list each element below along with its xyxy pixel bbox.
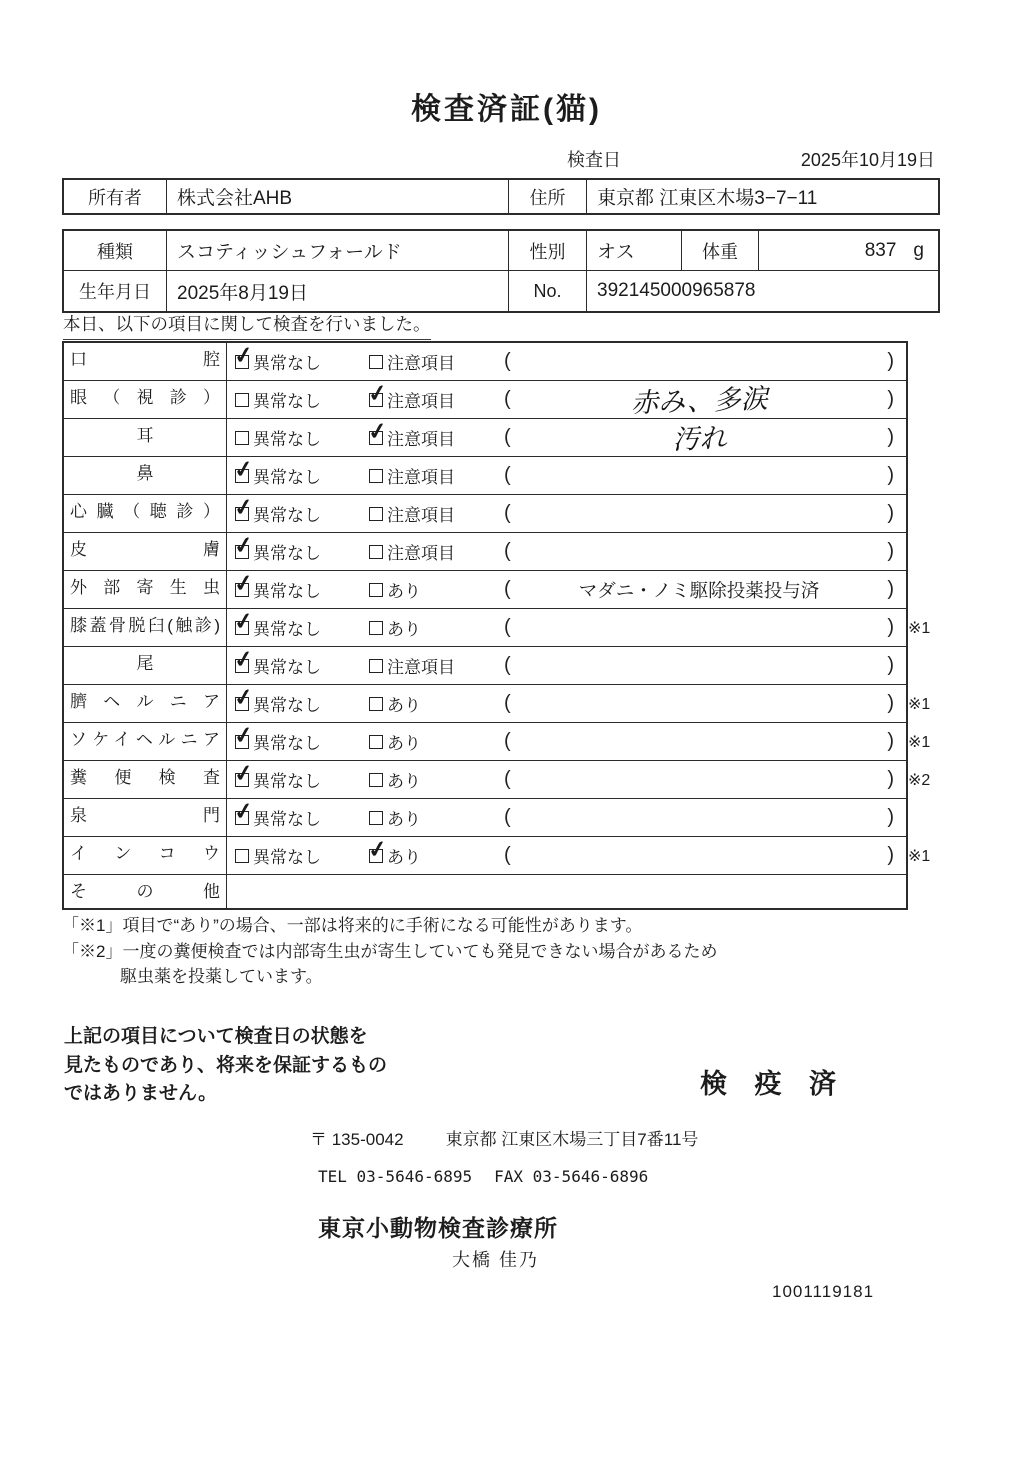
paren-close: ): [887, 654, 894, 676]
remarks-field: [504, 806, 906, 829]
footnote-2-continued: 駆虫薬を投薬しています。: [120, 967, 323, 986]
checkbox-icon: [232, 568, 255, 597]
disclaimer: 上記の項目について検査日の状態を 見たものであり、将来を保証するもの ではありません。: [64, 1026, 388, 1104]
exam-item-label: ソケイヘルニア: [64, 723, 227, 760]
exam-item-label: その他: [64, 875, 227, 908]
checkbox-icon: [369, 659, 383, 673]
exam-item-label: 糞便検査: [64, 761, 227, 798]
paren-close: ): [887, 350, 894, 372]
option-present: あり: [369, 615, 504, 640]
check-mark-icon: ✓: [232, 492, 255, 521]
exam-item-label: 皮膚: [64, 533, 227, 570]
sex-value: オス: [587, 231, 682, 270]
birth-value: 2025年8月19日: [167, 271, 509, 311]
paren-open: (: [504, 692, 511, 714]
footnote-mark: ※1: [908, 847, 931, 865]
remarks-field: [504, 540, 906, 563]
exam-row-inguinal-hernia: [64, 720, 931, 761]
remarks-field: [504, 654, 906, 677]
check-mark-icon: ✓: [232, 568, 255, 597]
owner-value: 株式会社AHB: [167, 180, 509, 213]
check-mark-icon: ✓: [232, 340, 255, 369]
paren-open: (: [504, 502, 511, 524]
option-caution: 注意項目: [369, 349, 504, 374]
exam-row-umbilical-hernia: [64, 682, 931, 723]
exam-item-label: インコウ: [64, 837, 227, 874]
clinic-name: 東京小動物検査診療所: [318, 1215, 558, 1241]
paren-close: ): [887, 388, 894, 410]
check-mark-icon: ✓: [232, 606, 255, 635]
option-no-abnormality: ✓ 異常なし: [232, 340, 321, 373]
checkbox-icon: [369, 545, 383, 559]
exam-item-label: 泉門: [64, 799, 227, 836]
option-no-abnormality: ✓ 異常なし: [232, 606, 321, 639]
check-mark-icon: ✓: [366, 416, 389, 445]
exam-item-label: 眼（視診）: [64, 381, 227, 418]
checkbox-icon: [369, 583, 383, 597]
option-no-abnormality: 異常なし: [235, 843, 369, 868]
footnote-mark: ※1: [908, 619, 931, 637]
remarks-field: [504, 692, 906, 715]
checkbox-icon: [369, 773, 383, 787]
remarks-field: [504, 502, 906, 525]
clinic-contact-line: [318, 1167, 648, 1186]
footnote-mark: ※1: [908, 733, 931, 751]
checkbox-icon: [232, 682, 255, 711]
option-present: あり: [369, 577, 504, 602]
weight-value-cell: [759, 231, 938, 270]
option-no-abnormality: ✓ 異常なし: [232, 796, 321, 829]
check-mark-icon: ✓: [232, 454, 255, 483]
remarks-text: 汚れ: [671, 423, 727, 456]
paren-close: ): [887, 692, 894, 714]
paren-close: ): [887, 616, 894, 638]
check-mark-icon: ✓: [232, 758, 255, 787]
option-present: あり: [369, 729, 504, 754]
checkbox-icon: [232, 454, 255, 483]
exam-row-ears: [64, 416, 906, 457]
clinic-address-line: [310, 1125, 698, 1150]
paren-open: (: [504, 540, 511, 562]
check-mark-icon: ✓: [366, 834, 389, 863]
remarks-field: [504, 464, 906, 487]
option-caution: 注意項目: [369, 539, 504, 564]
exam-item-label: 心臓（聴診）: [64, 495, 227, 532]
remarks-field: [504, 350, 906, 373]
remarks-field: [504, 730, 906, 753]
paren-close: ): [887, 540, 894, 562]
inspection-date-value: 2025年10月19日: [800, 150, 935, 170]
exam-row-nose: [64, 454, 906, 495]
animal-table: [62, 229, 940, 313]
remarks-field: [504, 844, 906, 867]
paren-close: ): [887, 844, 894, 866]
address-value: 東京都 江東区木場3−7−11: [597, 188, 818, 209]
veterinarian-name: 大橋 佳乃: [452, 1250, 540, 1270]
paren-close: ): [887, 768, 894, 790]
exam-item-label: 臍ヘルニア: [64, 685, 227, 722]
checkbox-icon: [232, 340, 255, 369]
exam-item-label: 耳: [64, 419, 227, 456]
option-present: あり: [369, 767, 504, 792]
paren-close: ): [887, 578, 894, 600]
check-mark-icon: ✓: [232, 720, 255, 749]
no-value: 392145000965878: [597, 280, 756, 301]
checkbox-icon: [235, 849, 249, 863]
check-mark-icon: ✓: [232, 796, 255, 825]
exam-row-skin: [64, 530, 906, 571]
footnote-2: 「※2」一度の糞便検査では内部寄生虫が寄生していても発見できない場合があるため: [62, 941, 718, 961]
page-title: 検査済証(猫): [411, 93, 602, 126]
checkbox-icon: [369, 697, 383, 711]
option-present: ✓ あり: [366, 834, 421, 867]
exam-item-label: 鼻: [64, 457, 227, 494]
option-no-abnormality: ✓ 異常なし: [232, 720, 321, 753]
checkbox-icon: [232, 530, 255, 559]
remarks-field: [504, 768, 906, 791]
exam-row-inkou: [64, 834, 931, 875]
weight-label: 体重: [682, 231, 759, 270]
breed-value: スコティッシュフォールド: [167, 231, 509, 270]
paren-close: ): [887, 464, 894, 486]
option-caution: ✓ 注意項目: [366, 378, 455, 411]
checkbox-icon: [232, 796, 255, 825]
check-mark-icon: ✓: [232, 682, 255, 711]
option-no-abnormality: ✓ 異常なし: [232, 530, 321, 563]
exam-row-external-parasites: [64, 568, 906, 609]
checkbox-icon: [235, 431, 249, 445]
option-no-abnormality: ✓ 異常なし: [232, 758, 321, 791]
remarks-text: 赤み、多涙: [630, 383, 768, 420]
option-caution: 注意項目: [369, 653, 504, 678]
exam-item-label: 外部寄生虫: [64, 571, 227, 608]
other-empty-cell: [227, 875, 906, 908]
check-mark-icon: ✓: [366, 378, 389, 407]
exam-row-tail: [64, 644, 906, 685]
checkbox-icon: [369, 621, 383, 635]
paren-open: (: [504, 388, 511, 410]
checkbox-icon: [232, 606, 255, 635]
weight-unit: g: [913, 239, 924, 261]
exam-row-patella: [64, 606, 931, 647]
inspection-date-label: 検査日: [567, 150, 621, 170]
inspection-date-row: [567, 146, 935, 172]
checkbox-icon: [232, 720, 255, 749]
exam-row-fecal-exam: [64, 758, 931, 799]
checkbox-icon: [366, 834, 389, 863]
paren-open: (: [504, 616, 511, 638]
check-mark-icon: ✓: [232, 644, 255, 673]
table-row: [64, 271, 938, 311]
check-mark-icon: ✓: [232, 530, 255, 559]
option-no-abnormality: ✓ 異常なし: [232, 568, 321, 601]
option-no-abnormality: ✓ 異常なし: [232, 454, 321, 487]
remarks-text: マダニ・ノミ駆除投薬投与済: [578, 579, 820, 601]
paren-open: (: [504, 464, 511, 486]
address-label: 住所: [509, 180, 587, 213]
table-row: [64, 231, 938, 271]
checkbox-icon: [232, 758, 255, 787]
birth-label: 生年月日: [64, 271, 167, 311]
option-caution: ✓ 注意項目: [366, 416, 455, 449]
paren-open: (: [504, 654, 511, 676]
owner-table: [62, 178, 940, 215]
sex-label: 性別: [509, 231, 587, 270]
postal-code: 〒 135-0042: [310, 1130, 404, 1149]
quarantine-passed-stamp: 検 疫 済: [700, 1069, 847, 1099]
checkbox-icon: [235, 393, 249, 407]
option-caution: 注意項目: [369, 463, 504, 488]
owner-label: 所有者: [64, 180, 167, 213]
exam-table: [62, 340, 931, 910]
paren-open: (: [504, 844, 511, 866]
remarks-field: [504, 418, 906, 457]
option-present: あり: [369, 805, 504, 830]
checkbox-icon: [369, 735, 383, 749]
paren-open: (: [504, 426, 511, 448]
option-no-abnormality: ✓ 異常なし: [232, 492, 321, 525]
paren-open: (: [504, 578, 511, 600]
no-label: No.: [509, 271, 587, 311]
checkbox-icon: [232, 492, 255, 521]
footnote-mark: ※2: [908, 771, 931, 789]
option-caution: 注意項目: [369, 501, 504, 526]
paren-close: ): [887, 426, 894, 448]
serial-number: 1001119181: [772, 1282, 875, 1301]
footnote-1: 「※1」項目で“あり”の場合、一部は将来的に手術になる可能性があります。: [62, 916, 643, 935]
option-no-abnormality: ✓ 異常なし: [232, 682, 321, 715]
checkbox-icon: [232, 644, 255, 673]
footnote-mark: ※1: [908, 695, 931, 713]
checkbox-icon: [366, 416, 389, 445]
remarks-field: [504, 616, 906, 639]
breed-label: 種類: [64, 231, 167, 270]
exam-item-label: 尾: [64, 647, 227, 684]
checkbox-icon: [369, 355, 383, 369]
remarks-field: [504, 577, 906, 603]
paren-open: (: [504, 350, 511, 372]
paren-open: (: [504, 806, 511, 828]
checkbox-icon: [369, 811, 383, 825]
paren-open: (: [504, 768, 511, 790]
footnotes: [62, 913, 717, 990]
paren-open: (: [504, 730, 511, 752]
exam-row-other: [64, 875, 906, 908]
exam-row-heart: [64, 492, 906, 533]
weight-value: 837: [864, 239, 897, 261]
paren-close: ): [887, 730, 894, 752]
option-no-abnormality: 異常なし: [235, 387, 369, 412]
option-present: あり: [369, 691, 504, 716]
intro-sentence: 本日、以下の項目に関して検査を行いました。: [63, 311, 431, 340]
clinic-tel: TEL 03-5646-6895: [318, 1167, 473, 1186]
option-no-abnormality: ✓ 異常なし: [232, 644, 321, 677]
clinic-fax: FAX 03-5646-6896: [494, 1167, 649, 1186]
exam-item-label: 膝蓋骨脱臼(触診): [64, 609, 227, 646]
checkbox-icon: [369, 507, 383, 521]
checkbox-icon: [366, 378, 389, 407]
exam-row-fontanelle: [64, 796, 906, 837]
clinic-address: 東京都 江東区木場三丁目7番11号: [445, 1130, 699, 1149]
paren-close: ): [887, 806, 894, 828]
checkbox-icon: [369, 469, 383, 483]
option-no-abnormality: 異常なし: [235, 425, 369, 450]
table-row: [64, 180, 938, 213]
exam-item-label: 口腔: [64, 343, 227, 380]
paren-close: ): [887, 502, 894, 524]
